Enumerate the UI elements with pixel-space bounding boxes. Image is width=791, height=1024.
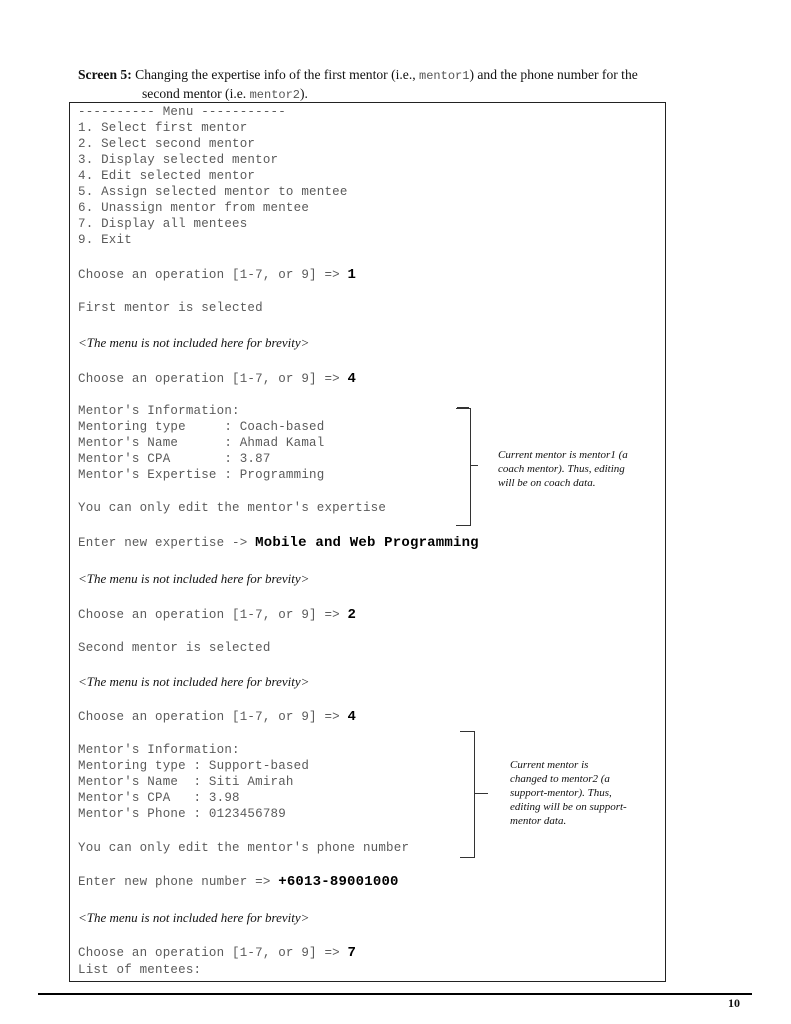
caption-text-2: ) and the phone number for the (469, 67, 638, 82)
brevity-note: <The menu is not included here for brevity> (78, 674, 310, 689)
annotation-line: support-mentor). Thus, (510, 787, 612, 799)
annotation-bracket-2 (460, 731, 475, 858)
annotation-mentor2 (510, 758, 627, 828)
annotation-line: changed to mentor2 (a (510, 773, 610, 785)
info-line: Mentor's CPA : 3.87 (78, 452, 271, 466)
footer-rule (38, 993, 752, 995)
user-input: 4 (347, 709, 357, 725)
enter-phone-line (78, 874, 399, 890)
bracket-pointer (474, 793, 488, 794)
user-input: 2 (347, 607, 357, 623)
prompt-line (78, 371, 356, 387)
prompt-line (78, 709, 356, 725)
caption-code-mentor2: mentor2 (249, 88, 301, 102)
screen-caption (78, 66, 758, 104)
brevity-note: <The menu is not included here for brevity> (78, 571, 310, 586)
annotation-bracket-1 (456, 408, 471, 526)
user-input: Mobile and Web Programming (255, 535, 479, 551)
console-output-box (69, 102, 666, 982)
caption-text-1: Changing the expertise info of the first mentor (i.e., (131, 67, 420, 82)
info-line: Mentor's Name : Siti Amirah (78, 775, 294, 789)
edit-restriction-message: You can only edit the mentor's phone number (78, 841, 410, 855)
prompt-text: Enter new phone number => (78, 875, 279, 889)
caption-text-3: second mentor (i.e. (142, 86, 250, 101)
menu-line: 5. Assign selected mentor to mentee (78, 185, 348, 199)
info-line: Mentor's CPA : 3.98 (78, 791, 240, 805)
brevity-note: <The menu is not included here for brevity> (78, 910, 310, 925)
annotation-line: will be on coach data. (498, 477, 596, 489)
prompt-text: Choose an operation [1-7, or 9] => (78, 268, 348, 282)
menu-line: 2. Select second mentor (78, 137, 256, 151)
menu-line: 6. Unassign mentor from mentee (78, 201, 310, 215)
annotation-mentor1 (498, 448, 628, 490)
edit-restriction-message: You can only edit the mentor's expertise (78, 501, 387, 515)
status-message: First mentor is selected (78, 301, 263, 315)
caption-text-4: ). (300, 86, 308, 101)
prompt-text: Choose an operation [1-7, or 9] => (78, 608, 348, 622)
info-line: Mentor's Information: (78, 404, 240, 418)
info-line: Mentor's Name : Ahmad Kamal (78, 436, 325, 450)
info-line: Mentoring type : Coach-based (78, 420, 325, 434)
brevity-note: <The menu is not included here for brevity> (78, 335, 310, 350)
enter-expertise-line (78, 535, 479, 551)
caption-label: Screen 5: (78, 67, 132, 82)
user-input: 4 (347, 371, 357, 387)
annotation-line: coach mentor). Thus, editing (498, 463, 625, 475)
prompt-text: Choose an operation [1-7, or 9] => (78, 710, 348, 724)
user-input: +6013-89001000 (278, 874, 399, 890)
annotation-line: editing will be on support- (510, 801, 627, 813)
prompt-text: Choose an operation [1-7, or 9] => (78, 372, 348, 386)
prompt-text: Enter new expertise -> (78, 536, 256, 550)
annotation-line: Current mentor is (510, 759, 589, 771)
annotation-line: mentor data. (510, 815, 567, 827)
status-message: Second mentor is selected (78, 641, 271, 655)
menu-line: 7. Display all mentees (78, 217, 248, 231)
user-input: 1 (347, 267, 357, 283)
bracket-pointer (470, 465, 478, 466)
prompt-text: Choose an operation [1-7, or 9] => (78, 946, 348, 960)
info-line: Mentor's Expertise : Programming (78, 468, 325, 482)
menu-line: 4. Edit selected mentor (78, 169, 256, 183)
info-line: Mentoring type : Support-based (78, 759, 310, 773)
caption-code-mentor1: mentor1 (419, 69, 470, 83)
info-line: Mentor's Information: (78, 743, 240, 757)
menu-line: ---------- Menu ----------- (78, 105, 286, 119)
list-mentees-heading: List of mentees: (78, 963, 202, 977)
menu-line: 1. Select first mentor (78, 121, 248, 135)
menu-line: 9. Exit (78, 233, 132, 247)
annotation-line: Current mentor is mentor1 (a (498, 449, 628, 461)
prompt-line (78, 267, 356, 283)
prompt-line (78, 607, 356, 623)
menu-line: 3. Display selected mentor (78, 153, 279, 167)
page-number: 10 (728, 996, 740, 1010)
prompt-line (78, 945, 356, 961)
info-line: Mentor's Phone : 0123456789 (78, 807, 286, 821)
user-input: 7 (347, 945, 357, 961)
